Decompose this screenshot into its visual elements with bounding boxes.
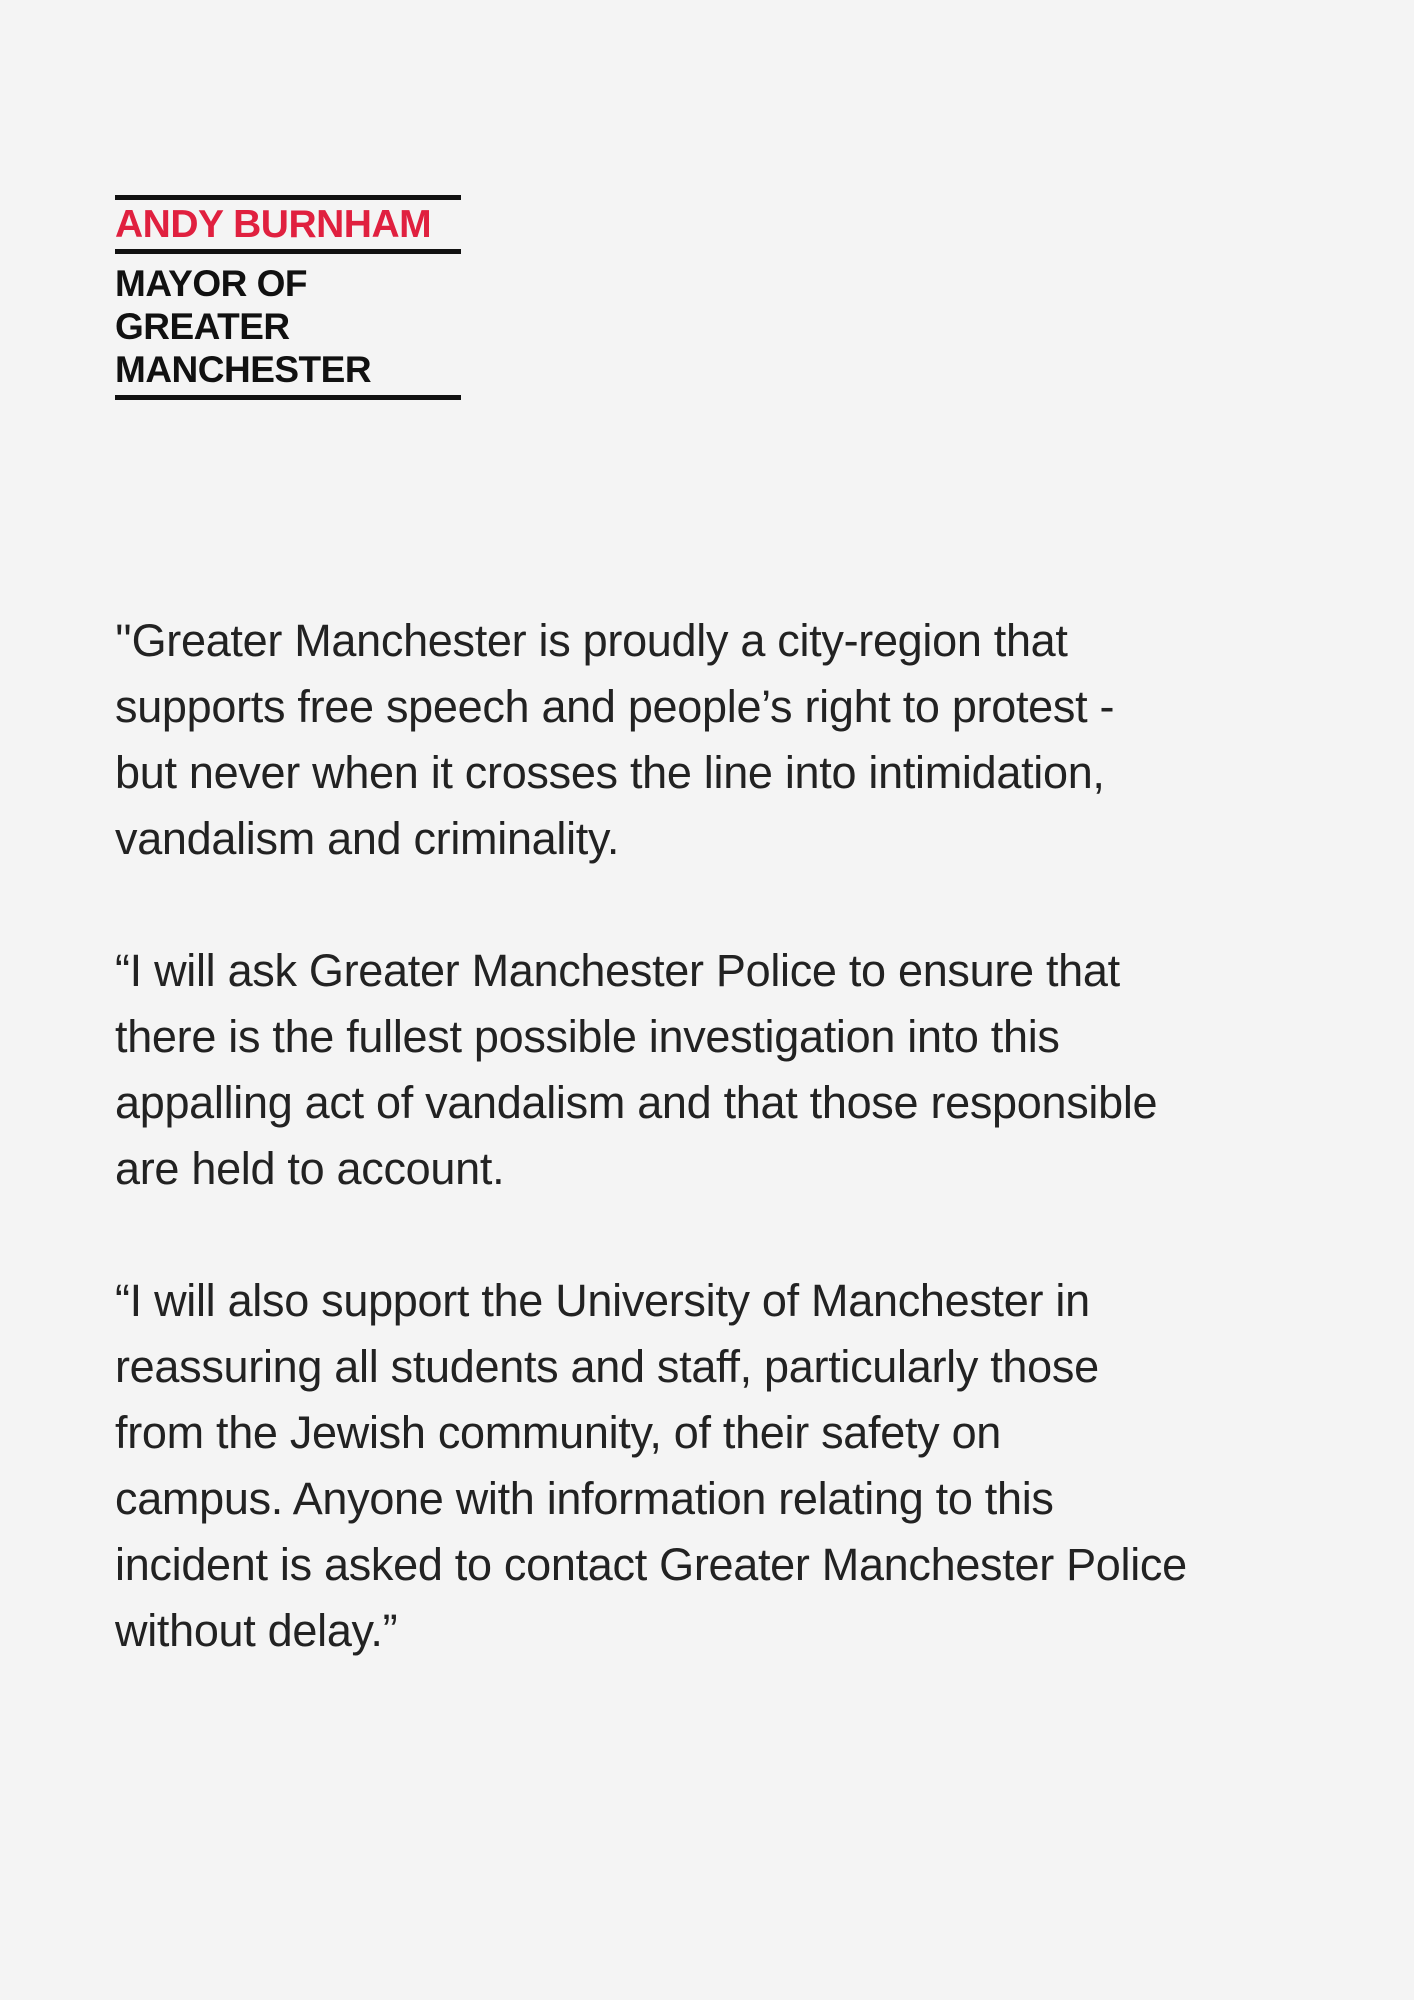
statement-paragraph — [115, 608, 1315, 872]
statement-line: there is the fullest possible investigation into this — [115, 1011, 1060, 1062]
statement-line: ''Greater Manchester is proudly a city-region that — [115, 615, 1068, 666]
statement-line: “I will ask Greater Manchester Police to ensure that — [115, 945, 1120, 996]
logo-name: ANDY BURNHAM — [115, 203, 432, 246]
logo-middle-rule — [115, 249, 461, 254]
statement-line: from the Jewish community, of their safety on — [115, 1407, 1002, 1458]
statement-paragraph — [115, 938, 1315, 1202]
logo-title — [115, 262, 461, 391]
mayor-logo — [115, 195, 461, 400]
statement-paragraph — [115, 1268, 1315, 1664]
statement-line: without delay.” — [115, 1605, 398, 1656]
statement-line: “I will also support the University of Manchester in — [115, 1275, 1090, 1326]
statement-line: but never when it crosses the line into intimidation, — [115, 747, 1105, 798]
logo-bottom-rule — [115, 395, 461, 400]
statement-line: reassuring all students and staff, particularly those — [115, 1341, 1099, 1392]
logo-title-line: MAYOR OF — [115, 263, 307, 304]
logo-title-line: GREATER — [115, 306, 290, 347]
statement-line: campus. Anyone with information relating to this — [115, 1473, 1054, 1524]
logo-top-rule — [115, 195, 461, 200]
statement-line: are held to account. — [115, 1143, 505, 1194]
statement-body — [115, 608, 1315, 1730]
logo-title-line: MANCHESTER — [115, 349, 372, 390]
statement-line: appalling act of vandalism and that those responsible — [115, 1077, 1158, 1128]
statement-line: supports free speech and people’s right to protest - — [115, 681, 1115, 732]
statement-line: vandalism and criminality. — [115, 813, 620, 864]
statement-line: incident is asked to contact Greater Manchester Police — [115, 1539, 1187, 1590]
